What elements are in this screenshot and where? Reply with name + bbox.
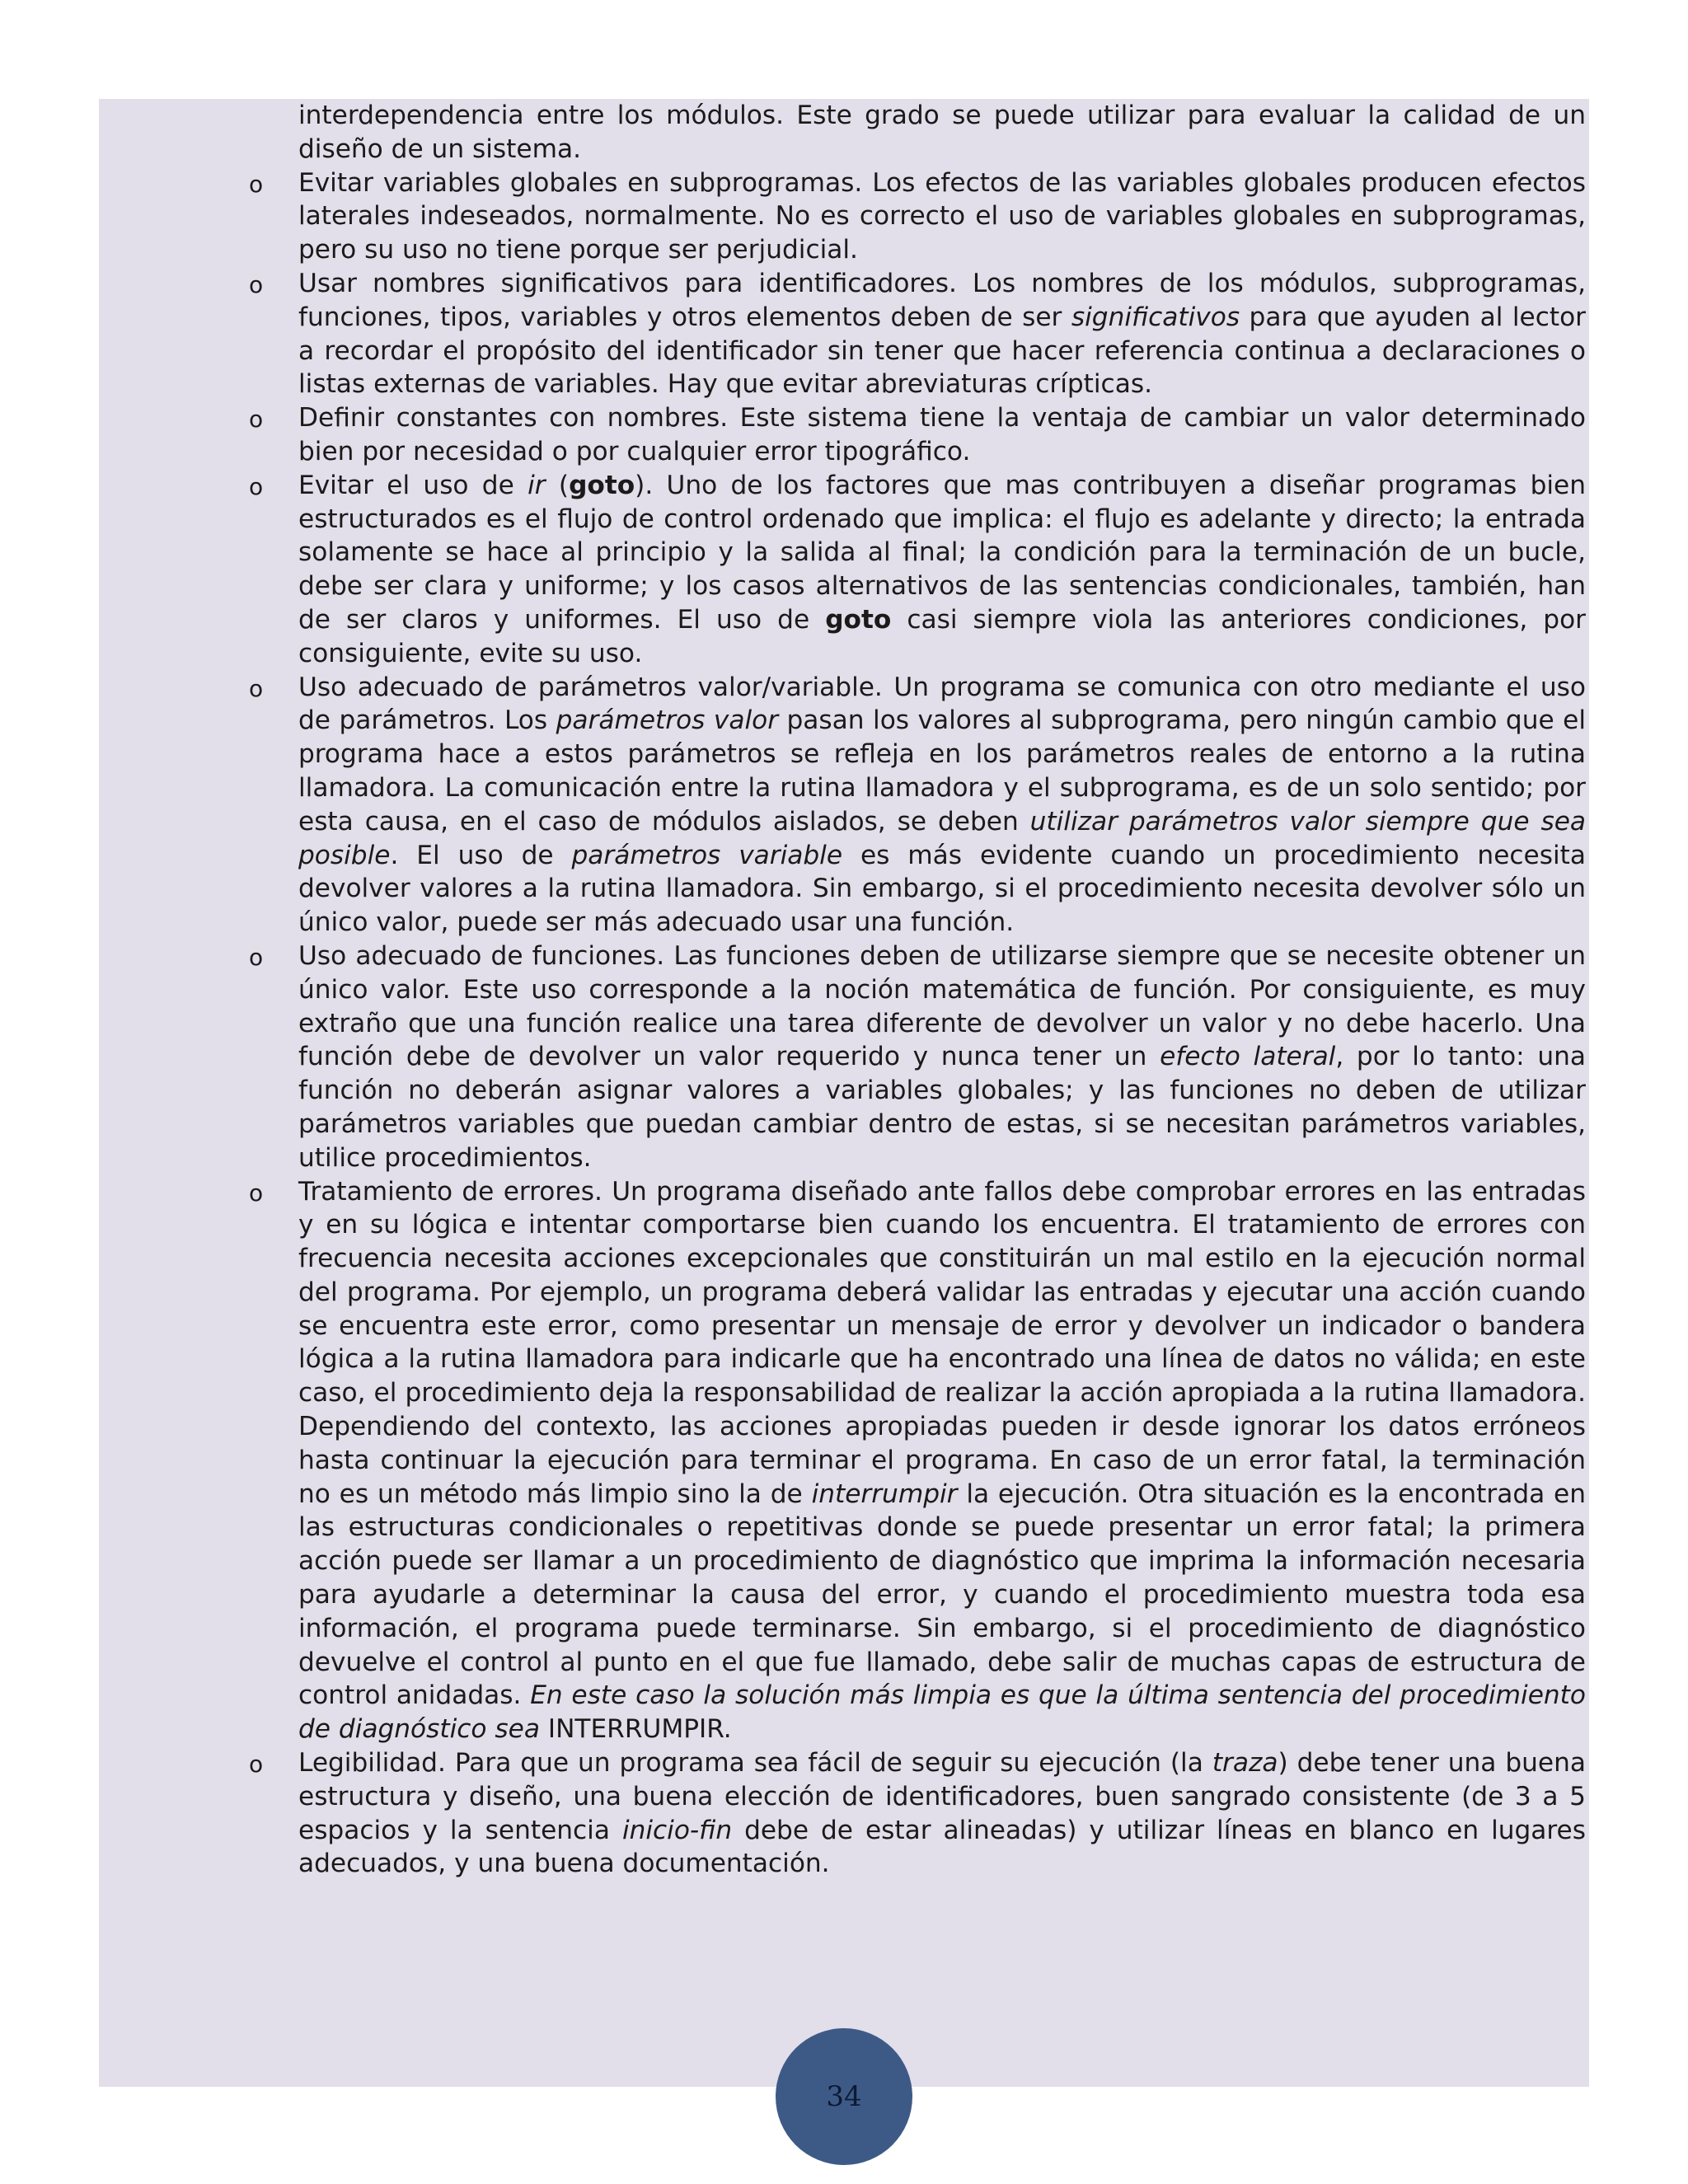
list-item	[99, 1175, 1589, 1747]
text-segment: goto	[569, 470, 635, 500]
page-number: 34	[826, 2080, 862, 2113]
text-segment: Evitar variables globales en subprogramas. Los efectos de las variables globales producen efectos laterales indeseados, normalmente. No es correcto el uso de variables globales en subprogramas, pero su uso no tiene porque ser perjudicial.	[298, 167, 1586, 265]
list-item	[99, 267, 1589, 401]
text-segment: Uso adecuado de funciones. Las funciones deben de utilizarse siempre que se necesite obtener un único valor. Este uso corresponde a la noción matemática de función. Por consiguiente, es muy extraño que una función realice una tarea diferente de devolver un valor y no debe hacerlo. Una función debe de devolver un valor requerido y nunca tener un	[298, 940, 1586, 1072]
text-segment: traza	[1212, 1748, 1278, 1779]
text-segment: Definir constantes con nombres. Este sistema tiene la ventaja de cambiar un valor determinado bien por necesidad o por cualquier error tipográfico.	[298, 403, 1586, 466]
text-segment: , por lo tanto: una función no deberán asignar valores a variables globales; y las funciones no deben de utilizar parámetros variables que puedan cambiar dentro de estas, si se necesitan parámetros variables, utilice procedimientos.	[298, 1042, 1586, 1173]
list-item-text	[298, 671, 1586, 940]
text-segment: parámetros variable	[571, 840, 843, 870]
list-item	[99, 401, 1589, 469]
text-segment: Tratamiento de errores. Un programa diseñado ante fallos debe comprobar errores en las entradas y en su lógica e intentar comportarse bien cuando los encuentra. El tratamiento de errores con frecuencia necesita acciones excepcionales que constituirán un mal estilo en la ejecución normal del programa. Por ejemplo, un programa deberá validar las entradas y ejecutar una acción cuando se encuentra este error, como presentar un mensaje de error y devolver un indicador o bandera lógica a la rutina llamadora para indicarle que ha encontrado una línea de datos no válida; en este caso, el procedimiento deja la responsabilidad de realizar la acción apropiada a la rutina llamadora. Dependiendo del contexto, las acciones apropiadas pueden ir desde ignorar los datos erróneos hasta continuar la ejecución para terminar el programa. En caso de un error fatal, la terminación no es un método más limpio sino la de	[298, 1176, 1586, 1509]
bullet-marker: o	[249, 1750, 264, 1779]
bullet-marker: o	[249, 943, 264, 971]
text-segment: la ejecución. Otra situación es la encontrada en las estructuras condicionales o repetitivas donde se puede presentar un error fatal; la primera acción puede ser llamar a un procedimiento de diagnóstico que imprima la información necesaria para ayudarle a determinar la causa del error, y cuando el procedimiento muestra toda esa información, el programa puede terminarse. Sin embargo, si el procedimiento de diagnóstico devuelve el control al punto en el que fue llamado, debe salir de muchas capas de estructura de control anidadas.	[298, 1479, 1587, 1711]
text-segment: INTERRUMPIR.	[539, 1714, 732, 1745]
bullet-marker: o	[249, 170, 264, 198]
text-segment: . El uso de	[390, 840, 572, 870]
list-item-text	[298, 1746, 1586, 1881]
list-item	[99, 166, 1589, 267]
text-segment: significativos	[1071, 302, 1240, 332]
text-segment: goto	[825, 604, 892, 635]
text-segment: pasan los valores al subprograma, pero ningún cambio que el programa hace a estos parámetros se refleja en los parámetros reales de entorno a la rutina llamadora. La comunicación entre la rutina llamadora y el subprograma, es de un solo sentido; por esta causa, en el caso de módulos aislados, se deben	[298, 705, 1587, 837]
text-segment: utilizar parámetros valor siempre que sea posible	[298, 806, 1586, 870]
list-item-text	[298, 940, 1586, 1175]
text-segment: efecto lateral	[1160, 1042, 1336, 1072]
continuation-paragraph: interdependencia entre los módulos. Este grado se puede utilizar para evaluar la calidad de un diseño de un sistema.	[298, 101, 1586, 164]
list-item	[99, 1746, 1589, 1881]
text-segment: Usar nombres significativos para identificadores. Los nombres de los módulos, subprogramas, funciones, tipos, variables y otros elementos deben de ser	[298, 268, 1586, 332]
text-segment: En este caso la solución más limpia es que la última sentencia del procedimiento de diagnóstico sea	[298, 1680, 1586, 1745]
list-item	[99, 940, 1589, 1175]
list-item-text	[298, 401, 1586, 469]
list-item-text	[298, 1175, 1586, 1747]
page-content	[99, 99, 1589, 1881]
bullet-marker: o	[249, 674, 264, 702]
bullet-marker: o	[249, 405, 264, 434]
bullet-marker: o	[249, 1179, 264, 1207]
text-segment: ir	[528, 470, 546, 500]
text-segment: Legibilidad. Para que un programa sea fácil de seguir su ejecución (la	[298, 1748, 1212, 1779]
text-segment: Uso adecuado de parámetros valor/variable. Un programa se comunica con otro mediante el uso de parámetros. Los	[298, 672, 1586, 736]
text-segment: ). Uno de los factores que mas contribuyen a diseñar programas bien estructurados es el flujo de control ordenado que implica: el flujo es adelante y directo; la entrada solamente se hace al principio y la salida al final; la condición para la terminación de un bucle, debe ser clara y uniforme; y los casos alternativos de las sentencias condicionales, también, han de ser claros y uniformes. El uso de	[298, 470, 1586, 635]
list-item	[99, 469, 1589, 671]
text-segment: parámetros valor	[556, 705, 779, 736]
text-segment: Evitar el uso de	[298, 470, 528, 500]
text-segment: ) debe tener una buena estructura y diseño, una buena elección de identificadores, buen sangrado consistente (de 3 a 5 espacios y la sentencia	[298, 1748, 1586, 1845]
bullet-marker: o	[249, 270, 264, 298]
list-item	[99, 671, 1589, 940]
text-segment: debe de estar alineadas) y utilizar líneas en blanco en lugares adecuados, y una buena documentación.	[298, 1815, 1586, 1879]
bullet-marker: o	[249, 472, 264, 500]
text-segment: inicio-fin	[621, 1815, 733, 1845]
text-segment: casi siempre viola las anteriores condiciones, por consiguiente, evite su uso.	[298, 604, 1586, 668]
text-segment: interrumpir	[811, 1479, 958, 1509]
list-item-text	[298, 469, 1586, 671]
text-segment: (	[545, 470, 570, 500]
list-item-text	[298, 267, 1586, 401]
text-segment: es más evidente cuando un procedimiento necesita devolver valores a la rutina llamadora. Sin embargo, si el procedimiento necesita devolver sólo un único valor, puede ser más adecuado usar una función.	[298, 840, 1586, 938]
text-segment: para que ayuden al lector a recordar el propósito del identificador sin tener que hacer referencia continua a declaraciones o listas externas de variables. Hay que evitar abreviaturas crípticas.	[298, 302, 1587, 400]
list-item-text	[298, 166, 1586, 267]
page-number-badge	[776, 2028, 912, 2165]
bullet-list	[99, 166, 1589, 1882]
